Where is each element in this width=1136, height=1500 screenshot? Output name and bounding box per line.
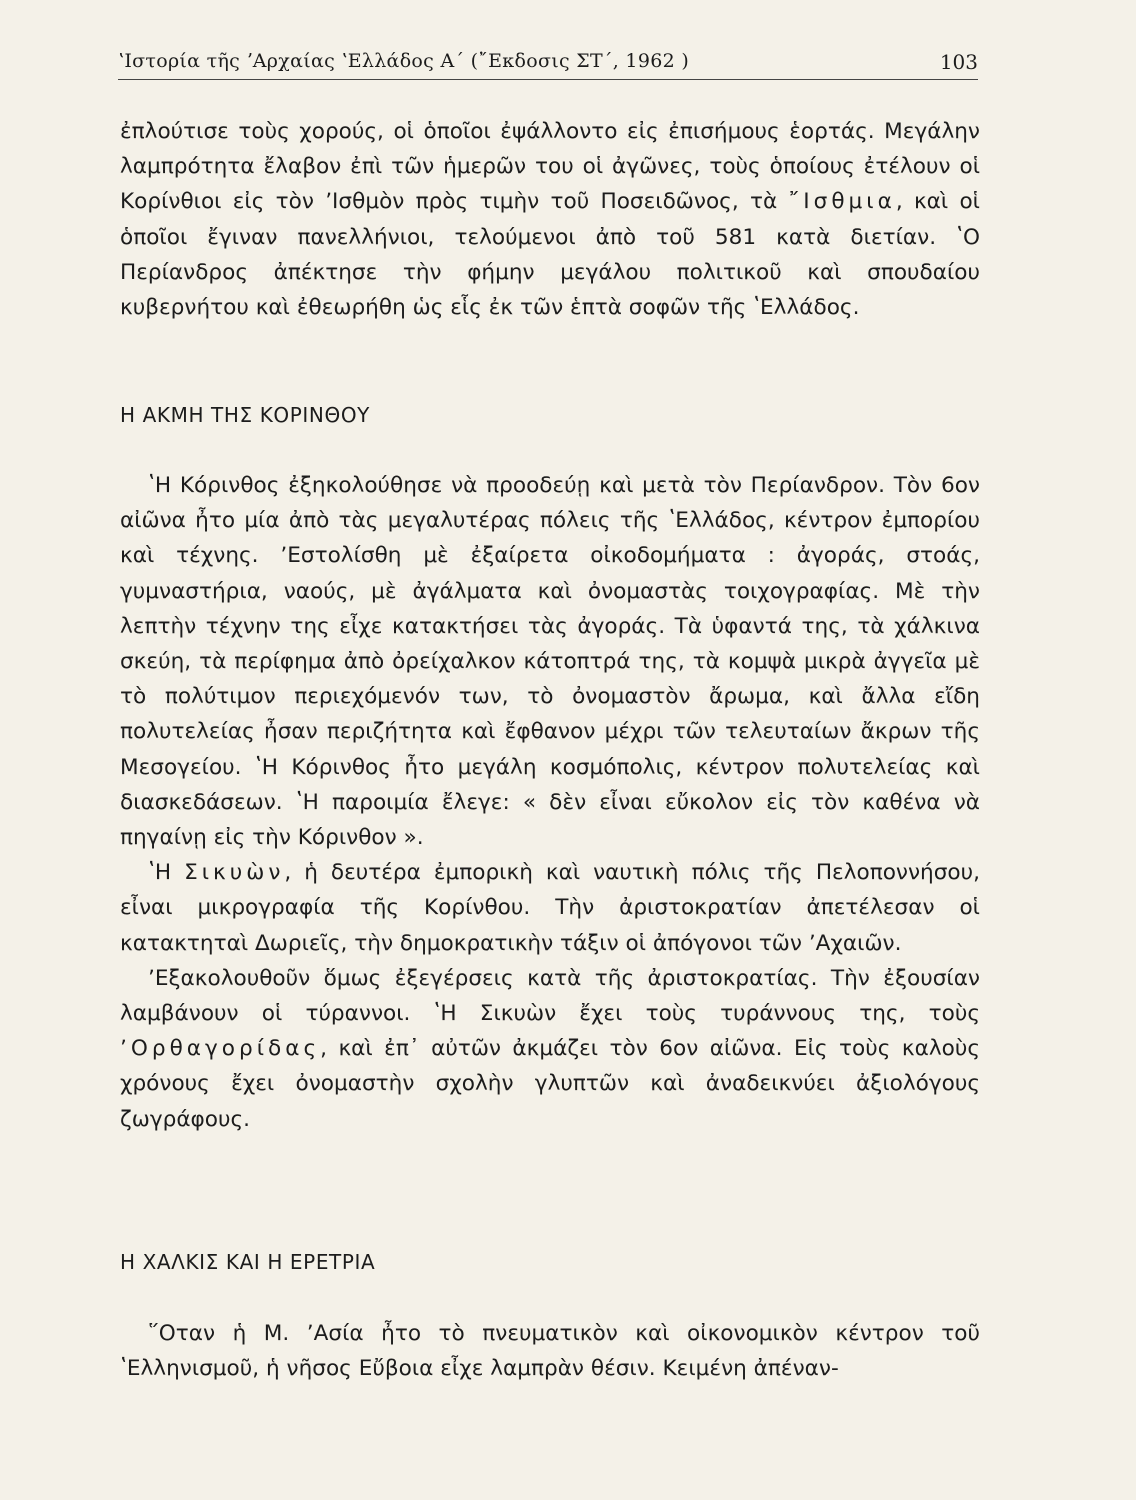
emphasized-term: ʼΟρθαγορίδας xyxy=(120,1036,321,1062)
text-run: , καὶ ἐπ᾽ αὐτῶν ἀκμάζει τὸν 6ον αἰῶνα. Εἰς τοὺς καλοὺς χρόνους ἔχει ὀνομαστὴν σχολὴν γλυπτῶν καὶ ἀναδεικνύει ἀξιολόγους ζωγράφους. xyxy=(120,1036,980,1132)
text-run: , καὶ οἱ ὁποῖοι ἔγιναν πανελλήνιοι, τελούμενοι ἀπὸ τοῦ 581 κατὰ διετίαν. ʽΟ Περίανδρος ἀπέκτησε τὴν φήμην μεγάλου πολιτικοῦ καὶ σπουδαίου κυβερνήτου καὶ ἐθεωρήθη ὡς εἷς ἐκ τῶν ἑπτὰ σοφῶν τῆς ʽΕλλάδος. xyxy=(120,189,980,321)
text-run: , ἡ δευτέρα ἐμπορικὴ καὶ ναυτικὴ πόλις τῆς Πελοποννήσου, εἶναι μικρογραφία τῆς Κορίνθου. Τὴν ἀριστοκρατίαν ἀπετέλεσαν οἱ κατακτηταὶ Δωριεῖς, τὴν δημοκρατικὴν τάξιν οἱ ἀπόγονοι τῶν ʼΑχαιῶν. xyxy=(120,860,981,956)
section-corinth xyxy=(120,468,980,1137)
section-periander-end xyxy=(120,114,980,325)
running-header xyxy=(118,46,978,78)
page-number: 103 xyxy=(939,50,978,74)
paragraph: ῞Οταν ἡ Μ. ʼΑσία ἦτο τὸ πνευματικὸν καὶ οἰκονομικὸν κέντρον τοῦ ʽΕλληνισμοῦ, ἡ νῆσος Εὔβοια εἶχε λαμπρὰν θέσιν. Κειμένη ἀπέναν- xyxy=(120,1321,980,1382)
header-rule xyxy=(118,79,978,80)
paragraph xyxy=(120,855,980,961)
text-run: ʼΕξακολουθοῦν ὅμως ἐξεγέρσεις κατὰ τῆς ἀριστοκρατίας. Τὴν ἐξουσίαν λαμβάνουν οἱ τύραννοι. ʽΗ Σικυὼν ἔχει τοὺς τυράννους της, τοὺς xyxy=(120,965,980,1027)
paragraph xyxy=(120,961,980,1137)
paragraph xyxy=(120,114,980,325)
emphasized-term: Σικυὼν xyxy=(184,860,285,886)
heading-chalkis-eretria: Η ΧΑΛΚΙΣ ΚΑΙ Η ΕΡΕΤΡΙΑ xyxy=(120,1250,376,1274)
running-title: ʽΙστορία τῆς ʼΑρχαίας ʽΕλλάδος Α΄ (῎Εκδοσις ΣΤ΄, 1962 ) xyxy=(118,50,690,72)
paragraph: ʽΗ Κόρινθος ἐξηκολούθησε νὰ προοδεύῃ καὶ μετὰ τὸν Περίανδρον. Τὸν 6ον αἰῶνα ἦτο μία ἀπὸ τὰς μεγαλυτέρας πόλεις τῆς ʽΕλλάδος, κέντρον ἐμπορίου καὶ τέχνης. ʼΕστολίσθη μὲ ἐξαίρετα οἰκοδομήματα : ἀγοράς, στοάς, γυμναστήρια, ναούς, μὲ ἀγάλματα καὶ ὀνομαστὰς τοιχογραφίας. Μὲ τὴν λεπτὴν τέχνην της εἶχε κατακτήσει τὰς ἀγοράς. Τὰ ὑφαντά της, τὰ χάλκινα σκεύη, τὰ περίφημα ἀπὸ ὀρείχαλκον κάτοπτρά της, τὰ κομψὰ μικρὰ ἀγγεῖα μὲ τὸ πολύτιμον περιεχόμενόν των, τὸ ὀνομαστὸν ἄρωμα, καὶ ἄλλα εἴδη πολυτελείας ἦσαν περιζήτητα καὶ ἔφθανον μέχρι τῶν τελευταίων ἄκρων τῆς Μεσογείου. ʽΗ Κόρινθος ἦτο μεγάλη κοσμόπολις, κέντρον πολυτελείας καὶ διασκεδάσεων. ʽΗ παροιμία ἔλεγε: « δὲν εἶναι εὔκολον εἰς τὸν καθένα νὰ πηγαίνῃ εἰς τὴν Κόρινθον ». xyxy=(120,473,980,851)
heading-akmi-korinthou: Η ΑΚΜΗ ΤΗΣ ΚΟΡΙΝΘΟΥ xyxy=(120,403,370,427)
text-run: ἐπλούτισε τοὺς χορούς, οἱ ὁποῖοι ἐψάλλοντο εἰς ἐπισήμους ἑορτάς. Μεγάλην λαμπρότητα ἔλαβον ἐπὶ τῶν ἡμερῶν του οἱ ἀγῶνες, τοὺς ὁποίους ἐτέλουν οἱ Κορίνθιοι εἰς τὸν ʼΙσθμὸν πρὸς τιμὴν τοῦ Ποσειδῶνος, τὰ xyxy=(120,119,980,215)
section-euboea xyxy=(120,1316,980,1386)
emphasized-term: ῎Ισθμια xyxy=(788,189,896,215)
text-run: ʽΗ xyxy=(148,860,185,886)
